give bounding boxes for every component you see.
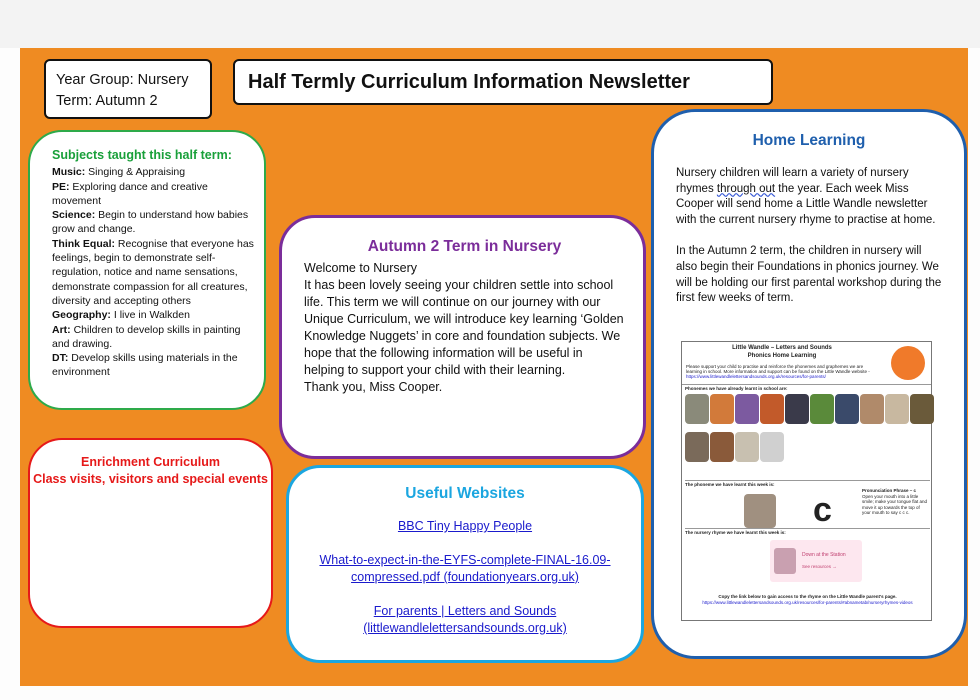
- enrichment-subheading: Class visits, visitors and special events: [33, 472, 268, 486]
- subjects-panel: [28, 130, 266, 410]
- phoneme-picture-icon: [885, 394, 909, 424]
- autumn-welcome: Welcome to Nursery: [304, 261, 417, 275]
- phoneme-picture-icon: [785, 394, 809, 424]
- phoneme-picture-icon: [735, 432, 759, 462]
- link-letters-and-sounds[interactable]: For parents | Letters and Sounds (littlewandlelettersandsounds.org.uk): [363, 604, 567, 635]
- pronunciation-phrase: Pronunciation Phrase – c Open your mouth into a little smile; make your tongue flat and move it up towards the top of your mouth to say c c c.: [862, 488, 928, 515]
- phoneme-picture-icon: [710, 394, 734, 424]
- autumn-term-panel: [279, 215, 646, 459]
- phoneme-picture-icon: [910, 394, 934, 424]
- term-label: Term: Autumn 2: [56, 93, 158, 109]
- flyer-title: Little Wandle – Letters and Sounds: [732, 345, 832, 351]
- subject-item: Music: Singing & Appraising: [52, 166, 186, 179]
- flyer-footer: Copy the link below to gain access to the rhyme on the Little Wandle parent's page. https://www.littlewandlelettersandsounds.org.uk/resources/for-parents/#abnametab/nurseryrhymes-videos: [702, 594, 913, 605]
- year-group-label: Year Group: Nursery: [56, 72, 189, 88]
- phoneme-picture-icon: [760, 394, 784, 424]
- year-term-box: [44, 59, 212, 119]
- station-title: Down at the Station: [802, 552, 846, 558]
- phoneme-picture-icon: [685, 432, 709, 462]
- down-at-station-card: [770, 540, 862, 582]
- cat-picture-icon: [744, 494, 776, 528]
- enrichment-panel: [28, 438, 273, 628]
- home-learning-paragraph-1: Nursery children will learn a variety of nursery rhymes through out the year. Each week Miss Cooper will send home a Little Wandle newsletter with the current nursery rhyme to practise at home.: [676, 166, 936, 227]
- flyer-section-rhyme: The nursery rhyme we have learnt this week is:: [685, 528, 930, 536]
- phoneme-picture-icon: [860, 394, 884, 424]
- flyer-section-this-week: The phoneme we have learnt this week is:: [685, 480, 930, 488]
- phoneme-picture-icon: [810, 394, 834, 424]
- subject-item: Geography: I live in Walkden: [52, 309, 190, 322]
- websites-heading: Useful Websites: [405, 485, 525, 502]
- flyer-header: [682, 342, 931, 385]
- flyer-section-learnt: Phonemes we have already learnt in school are:: [685, 386, 788, 391]
- subject-item: Art: Children to develop skills in painting and drawing.: [52, 323, 241, 350]
- subject-item: PE: Exploring dance and creative movement: [52, 180, 208, 207]
- flyer-subtitle: Phonics Home Learning: [747, 353, 817, 359]
- subject-item: DT: Develop skills using materials in the environment: [52, 352, 238, 379]
- station-link: See resources →: [802, 564, 837, 569]
- train-picture-icon: [774, 548, 796, 574]
- subject-item: Think Equal: Recognise that everyone has feelings, begin to demonstrate self-regulation, notice and name sensations, demonstrate compassion for all creatures, diversity and accepting others: [52, 237, 254, 307]
- autumn-heading: Autumn 2 Term in Nursery: [367, 238, 562, 255]
- link-bbc-tiny-happy-people[interactable]: BBC Tiny Happy People: [397, 519, 533, 533]
- flyer-intro: Please support your child to practise and reinforce the phonemes and graphemes we are learning in school. More information and support can be found on the Little Wandle website - https://www.littlewandlelettersandsounds.org.uk/resources/for-parents/: [686, 364, 870, 379]
- home-learning-heading: Home Learning: [752, 132, 866, 149]
- phoneme-letter: c: [813, 491, 832, 529]
- phoneme-picture-icon: [735, 394, 759, 424]
- autumn-signoff: Thank you, Miss Cooper.: [304, 380, 443, 394]
- enrichment-heading: Enrichment Curriculum: [81, 455, 220, 469]
- little-wandle-logo-icon: [891, 346, 925, 380]
- phoneme-picture-icon: [710, 432, 734, 462]
- page-title: Half Termly Curriculum Information Newsletter: [233, 59, 773, 105]
- subjects-heading: Subjects taught this half term:: [52, 148, 232, 162]
- link-eyfs-pdf[interactable]: What-to-expect-in-the-EYFS-complete-FINAL-16.09-compressed.pdf (foundationyears.org.uk): [319, 553, 611, 584]
- phonics-flyer-image: [681, 341, 932, 621]
- subject-item: Science: Begin to understand how babies grow and change.: [52, 209, 249, 236]
- websites-panel: [286, 465, 644, 663]
- home-learning-paragraph-2: In the Autumn 2 term, the children in nursery will also begin their Foundations in phonics journey. We will be holding our first parental workshop during the first few weeks of term.: [676, 244, 942, 305]
- phoneme-picture-icon: [760, 432, 784, 462]
- document-top-margin: [0, 0, 980, 48]
- autumn-body: It has been lovely seeing your children settle into school life. This term we will continue on our journey with our Unique Curriculum, we will introduce key learning ‘Golden Knowledge Nuggets’ in core and foundation subjects. We hope that the following information will be useful in helping to support your child with their learning.: [304, 278, 624, 377]
- phoneme-picture-icon: [685, 394, 709, 424]
- phoneme-picture-icon: [835, 394, 859, 424]
